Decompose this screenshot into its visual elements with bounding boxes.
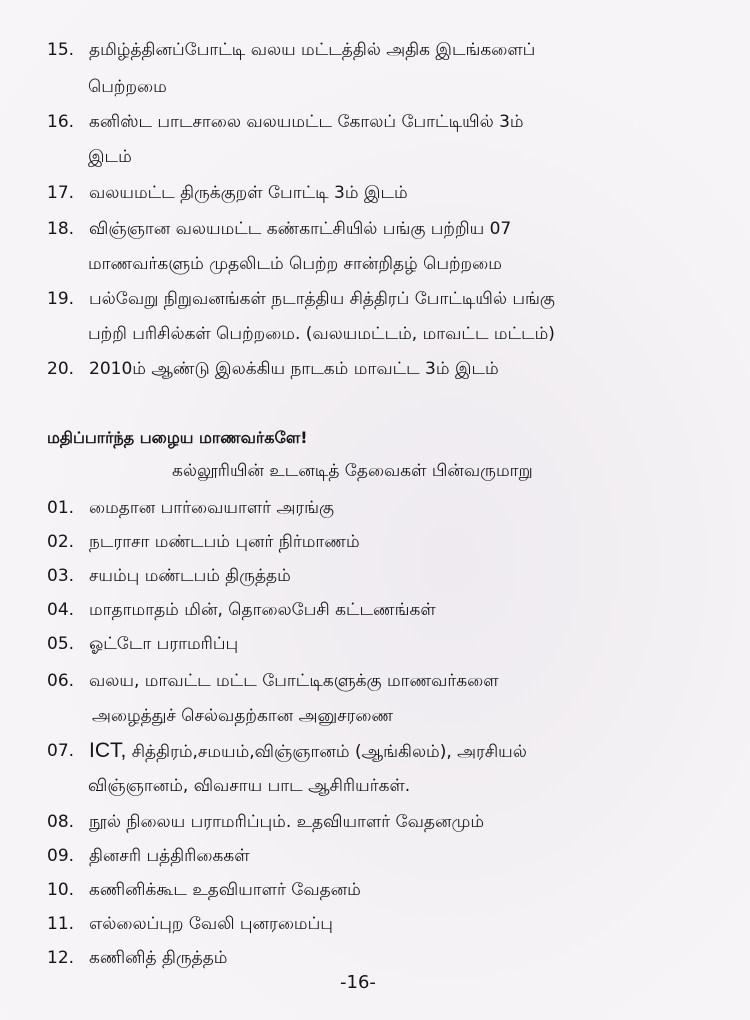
item-continuation: இடம் — [88, 147, 132, 167]
item-text: தமிழ்த்தினப்போட்டி வலய மட்டத்தில் அதிக இடங்களைப் — [89, 40, 536, 60]
item-number: 01. — [47, 498, 75, 518]
item-number: 09. — [47, 846, 75, 866]
item-number: 03. — [47, 566, 75, 586]
item-text: வலயமட்ட திருக்குறள் போட்டி 3ம் இடம் — [89, 183, 408, 203]
item-number: 19. — [47, 289, 75, 309]
item-text: பல்வேறு நிறுவனங்கள் நடாத்திய சித்திரப் போட்டியில் பங்கு — [89, 289, 555, 309]
item-number: 08. — [47, 812, 75, 832]
item-number: 07. — [47, 741, 75, 761]
item-number: 11. — [47, 914, 75, 934]
item-text: தினசரி பத்திரிகைகள் — [89, 846, 250, 866]
item-continuation: பெற்றமை — [88, 77, 167, 97]
item-number: 05. — [47, 634, 75, 654]
item-text: கணினித் திருத்தம் — [89, 948, 228, 968]
item-continuation: பற்றி பரிசில்கள் பெற்றமை. (வலயமட்டம், மாவட்ட மட்டம்) — [88, 324, 555, 344]
item-text: வலய, மாவட்ட மட்ட போட்டிகளுக்கு மாணவர்களை — [89, 671, 499, 691]
item-text: சயம்பு மண்டபம் திருத்தம் — [89, 566, 291, 586]
item-text: நூல் நிலைய பராமரிப்பும். உதவியாளர் வேதனமும் — [89, 812, 485, 832]
item-text: விஞ்ஞான வலயமட்ட கண்காட்சியில் பங்கு பற்றிய 07 — [89, 219, 512, 239]
item-text: கணினிக்கூட உதவியாளர் வேதனம் — [89, 880, 361, 900]
item-number: 20. — [47, 359, 75, 379]
item-number: 15. — [47, 40, 75, 60]
item-number: 06. — [47, 671, 75, 691]
item-number: 04. — [47, 600, 75, 620]
item-text: மாதாமாதம் மின், தொலைபேசி கட்டணங்கள் — [89, 600, 436, 620]
page-number: -16- — [340, 972, 376, 993]
item-text: எல்லைப்புற வேலி புனரமைப்பு — [89, 914, 333, 934]
section-heading: மதிப்பார்ந்த பழைய மாணவர்களே! — [47, 428, 308, 447]
item-number: 10. — [47, 880, 75, 900]
item-number: 17. — [47, 183, 75, 203]
item-number: 12. — [47, 948, 75, 968]
item-text: 2010ம் ஆண்டு இலக்கிய நாடகம் மாவட்ட 3ம் இடம் — [89, 359, 499, 379]
item-text: மைதான பார்வையாளர் அரங்கு — [89, 498, 335, 518]
section-intro: கல்லூரியின் உடனடித் தேவைகள் பின்வருமாறு — [172, 461, 533, 481]
item-text: ஓட்டோ பராமரிப்பு — [89, 634, 239, 654]
item-text-rest: சித்திரம்,சமயம்,விஞ்ஞானம் (ஆங்கிலம்), அரசியல் — [126, 742, 527, 762]
item-continuation: மாணவர்களும் முதலிடம் பெற்ற சான்றிதழ் பெற்றமை — [88, 254, 502, 274]
item-number: 16. — [47, 112, 75, 132]
item-number: 02. — [47, 532, 75, 552]
item-number: 18. — [47, 219, 75, 239]
item-continuation: அழைத்துச் செல்வதற்கான அனுசரணை — [92, 706, 394, 726]
item-text: நடராசா மண்டபம் புனர் நிர்மாணம் — [89, 532, 360, 552]
item-text: கனிஸ்ட பாடசாலை வலயமட்ட கோலப் போட்டியில் 3ம் — [89, 112, 524, 132]
item-text — [89, 740, 527, 763]
ict-label: ICT, — [89, 739, 127, 762]
item-continuation: விஞ்ஞானம், விவசாய பாட ஆசிரியர்கள். — [88, 776, 411, 796]
